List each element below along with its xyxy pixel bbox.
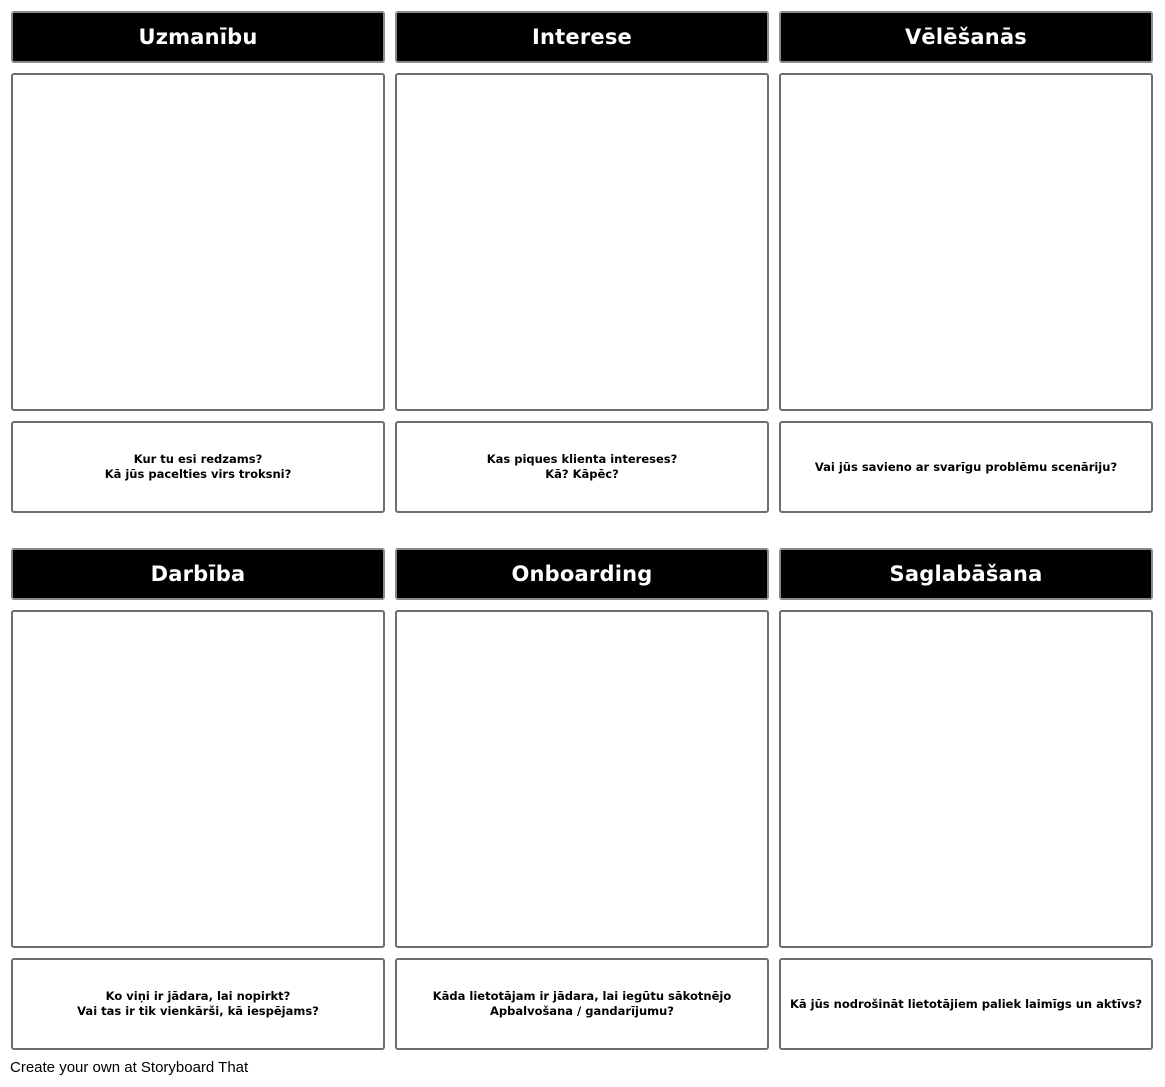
footer-credit-link[interactable]: Create your own at Storyboard That [10,1059,249,1076]
cell-title: Onboarding [395,548,769,600]
cell-image-area[interactable] [395,610,769,948]
cell-title: Vēlēšanās [779,11,1153,63]
cell-image-area[interactable] [11,610,385,948]
cell-image-area[interactable] [395,73,769,411]
cell-title: Uzmanību [11,11,385,63]
cell-description: Kāda lietotājam ir jādara, lai iegūtu sākotnējo Apbalvošana / gandarījumu? [395,958,769,1050]
cell-image-area[interactable] [11,73,385,411]
cell-title: Saglabāšana [779,548,1153,600]
cell-description: Ko viņi ir jādara, lai nopirkt? Vai tas ir tik vienkārši, kā iespējams? [11,958,385,1050]
cell-image-area[interactable] [779,610,1153,948]
cell-title: Interese [395,11,769,63]
cell-description: Kā jūs nodrošināt lietotājiem paliek laimīgs un aktīvs? [779,958,1153,1050]
cell-description: Kas piques klienta intereses? Kā? Kāpēc? [395,421,769,513]
cell-title: Darbība [11,548,385,600]
cell-description: Kur tu esi redzams? Kā jūs pacelties virs troksni? [11,421,385,513]
cell-image-area[interactable] [779,73,1153,411]
cell-description: Vai jūs savieno ar svarīgu problēmu scenāriju? [779,421,1153,513]
